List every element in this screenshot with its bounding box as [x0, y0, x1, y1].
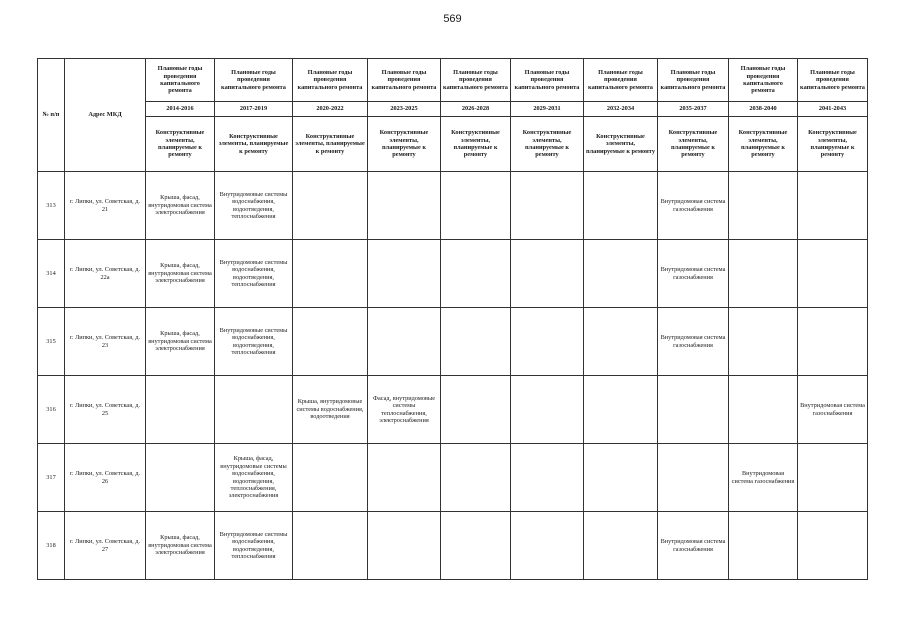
- row-address: г. Липки, ул. Советская, д. 21: [65, 172, 146, 240]
- repair-elements-cell: Внутридомовая система газоснабжения: [658, 172, 729, 240]
- repair-elements-cell: [584, 512, 658, 580]
- repair-elements-cell: [798, 512, 868, 580]
- repair-elements-cell: [293, 240, 368, 308]
- repair-elements-cell: [293, 444, 368, 512]
- row-address: г. Липки, ул. Советская, д. 26: [65, 444, 146, 512]
- header-elements: Конструктивные элементы, планируемые к ремонту: [584, 117, 658, 172]
- repair-elements-cell: [798, 172, 868, 240]
- repair-elements-cell: Крыша, фасад, внутридомовая система электроснабжения: [146, 240, 215, 308]
- repair-elements-cell: [368, 444, 441, 512]
- repair-elements-cell: Крыша, фасад, внутридомовые системы водоснабжения, водоотведения, теплоснабжения, электроснабжения: [215, 444, 293, 512]
- header-elements: Конструктивные элементы, планируемые к ремонту: [146, 117, 215, 172]
- repair-elements-cell: Внутридомовые системы водоснабжения, водоотведения, теплоснабжения: [215, 308, 293, 376]
- repair-elements-cell: [511, 172, 584, 240]
- header-elements: Конструктивные элементы, планируемые к ремонту: [368, 117, 441, 172]
- header-period-title: Плановые годы проведения капитального ремонта: [215, 59, 293, 102]
- header-address: Адрес МКД: [65, 59, 146, 172]
- header-period-years: 2026-2028: [441, 102, 511, 117]
- repair-elements-cell: [584, 308, 658, 376]
- row-address: г. Липки, ул. Советская, д. 22а: [65, 240, 146, 308]
- repair-elements-cell: [658, 444, 729, 512]
- header-period-title: Плановые годы проведения капитального ремонта: [584, 59, 658, 102]
- repair-elements-cell: [511, 444, 584, 512]
- repair-elements-cell: Крыша, внутридомовые системы водоснабжения, водоотведения: [293, 376, 368, 444]
- repair-elements-cell: [368, 240, 441, 308]
- table-row: [38, 172, 868, 240]
- repair-elements-cell: [729, 308, 798, 376]
- header-period-years: 2029-2031: [511, 102, 584, 117]
- repair-elements-cell: Внутридомовая система газоснабжения: [658, 240, 729, 308]
- repair-elements-cell: Внутридомовые системы водоснабжения, водоотведения, теплоснабжения: [215, 512, 293, 580]
- repair-elements-cell: [215, 376, 293, 444]
- repair-elements-cell: [441, 172, 511, 240]
- header-period-years: 2023-2025: [368, 102, 441, 117]
- header-period-title: Плановые годы проведения капитального ремонта: [293, 59, 368, 102]
- row-address: г. Липки, ул. Советская, д. 23: [65, 308, 146, 376]
- repair-elements-cell: [798, 308, 868, 376]
- row-number: 317: [38, 444, 65, 512]
- repair-elements-cell: [511, 512, 584, 580]
- repair-elements-cell: [729, 512, 798, 580]
- repair-elements-cell: [293, 308, 368, 376]
- repair-elements-cell: [584, 376, 658, 444]
- table-row: [38, 240, 868, 308]
- header-period-title: Плановые годы проведения капитального ремонта: [729, 59, 798, 102]
- repair-elements-cell: [146, 444, 215, 512]
- repair-elements-cell: Внутридомовая система газоснабжения: [729, 444, 798, 512]
- repair-elements-cell: Внутридомовая система газоснабжения: [658, 308, 729, 376]
- repair-elements-cell: [584, 172, 658, 240]
- capital-repair-table: [37, 58, 868, 580]
- repair-elements-cell: [146, 376, 215, 444]
- repair-elements-cell: [658, 376, 729, 444]
- header-period-years: 2017-2019: [215, 102, 293, 117]
- header-elements: Конструктивные элементы, планируемые к ремонту: [658, 117, 729, 172]
- header-period-title: Плановые годы проведения капитального ремонта: [441, 59, 511, 102]
- repair-elements-cell: [441, 308, 511, 376]
- table-row: [38, 376, 868, 444]
- header-period-years: 2035-2037: [658, 102, 729, 117]
- repair-elements-cell: [729, 376, 798, 444]
- row-number: 315: [38, 308, 65, 376]
- repair-elements-cell: [511, 308, 584, 376]
- row-number: 318: [38, 512, 65, 580]
- repair-elements-cell: [584, 240, 658, 308]
- repair-elements-cell: [441, 512, 511, 580]
- header-elements: Конструктивные элементы, планируемые к ремонту: [511, 117, 584, 172]
- header-number: № п/п: [38, 59, 65, 172]
- header-period-years: 2014-2016: [146, 102, 215, 117]
- repair-elements-cell: Фасад, внутридомовые системы теплоснабжения, электроснабжения: [368, 376, 441, 444]
- repair-elements-cell: [441, 376, 511, 444]
- header-elements: Конструктивные элементы, планируемые к ремонту: [215, 117, 293, 172]
- header-period-title: Плановые годы проведения капитального ремонта: [658, 59, 729, 102]
- repair-elements-cell: Крыша, фасад, внутридомовая система электроснабжения: [146, 172, 215, 240]
- header-elements: Конструктивные элементы, планируемые к ремонту: [729, 117, 798, 172]
- repair-elements-cell: [798, 444, 868, 512]
- header-period-years: 2041-2043: [798, 102, 868, 117]
- header-period-years: 2032-2034: [584, 102, 658, 117]
- repair-elements-cell: Крыша, фасад, внутридомовая система электроснабжения: [146, 308, 215, 376]
- repair-elements-cell: [368, 512, 441, 580]
- header-elements: Конструктивные элементы, планируемые к ремонту: [798, 117, 868, 172]
- repair-elements-cell: [511, 376, 584, 444]
- repair-elements-cell: [729, 240, 798, 308]
- repair-elements-cell: Внутридомовые системы водоснабжения, водоотведения, теплоснабжения: [215, 240, 293, 308]
- header-elements: Конструктивные элементы, планируемые к ремонту: [441, 117, 511, 172]
- header-period-years: 2038-2040: [729, 102, 798, 117]
- repair-elements-cell: [368, 172, 441, 240]
- page-number: 569: [443, 13, 462, 25]
- repair-elements-cell: [511, 240, 584, 308]
- table-row: [38, 512, 868, 580]
- repair-elements-cell: [441, 240, 511, 308]
- repair-elements-cell: Внутридомовая система газоснабжения: [658, 512, 729, 580]
- header-period-title: Плановые годы проведения капитального ремонта: [798, 59, 868, 102]
- header-elements: Конструктивные элементы, планируемые к ремонту: [293, 117, 368, 172]
- table-row: [38, 444, 868, 512]
- repair-elements-cell: Внутридомовая система газоснабжения: [798, 376, 868, 444]
- repair-elements-cell: [293, 172, 368, 240]
- repair-elements-cell: Внутридомовые системы водоснабжения, водоотведения, теплоснабжения: [215, 172, 293, 240]
- repair-elements-cell: [584, 444, 658, 512]
- repair-elements-cell: [441, 444, 511, 512]
- table-row: [38, 308, 868, 376]
- header-period-title: Плановые годы проведения капитального ремонта: [511, 59, 584, 102]
- row-number: 314: [38, 240, 65, 308]
- header-period-title: Плановые годы проведения капитального ремонта: [368, 59, 441, 102]
- row-address: г. Липки, ул. Советская, д. 27: [65, 512, 146, 580]
- row-address: г. Липки, ул. Советская, д. 25: [65, 376, 146, 444]
- repair-elements-cell: [368, 308, 441, 376]
- header-period-title: Плановые годы проведения капитального ремонта: [146, 59, 215, 102]
- repair-elements-cell: [798, 240, 868, 308]
- row-number: 316: [38, 376, 65, 444]
- header-period-years: 2020-2022: [293, 102, 368, 117]
- repair-elements-cell: [729, 172, 798, 240]
- repair-elements-cell: Крыша, фасад, внутридомовая система электроснабжения: [146, 512, 215, 580]
- repair-elements-cell: [293, 512, 368, 580]
- row-number: 313: [38, 172, 65, 240]
